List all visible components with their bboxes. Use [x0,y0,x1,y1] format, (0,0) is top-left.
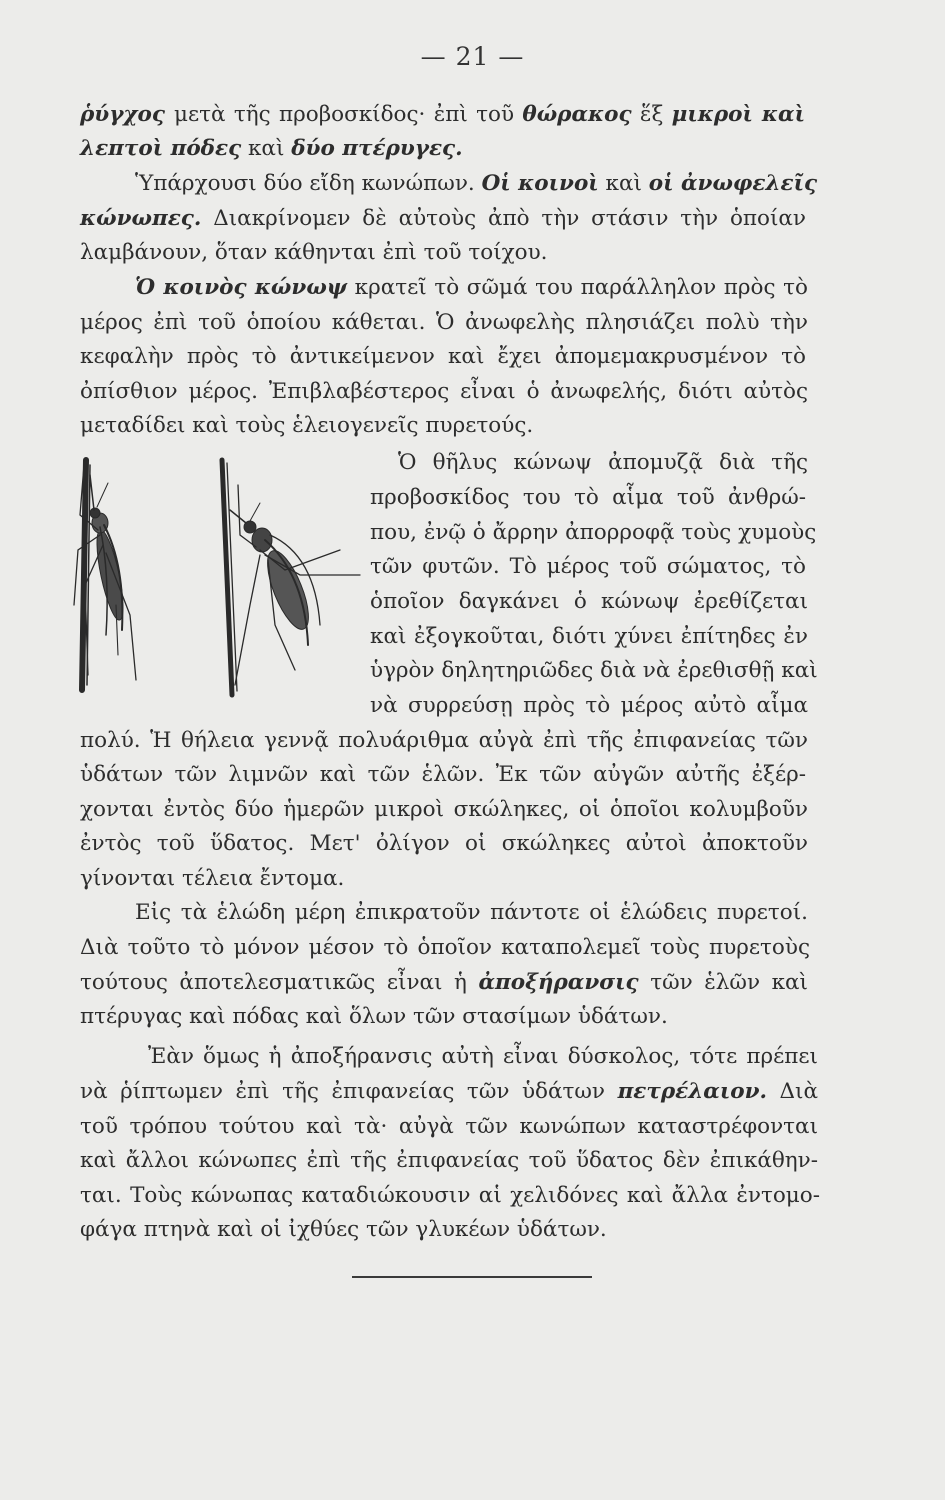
lower-line-13: καὶ ἄλλοι κώνωπες ἐπὶ τῆς ἐπιφανείας τοῦ ὕδατος δὲν ἐπικάθην- [80,1148,818,1173]
lower-line-10: Ἐὰν ὅμως ἡ ἀποξήρανσις αὐτὴ εἶναι δύσκολος, τότε πρέπει [148,1044,818,1069]
text-line-1: ῥύγχος μετὰ τῆς προβοσκίδος· ἐπὶ τοῦ θώρακος ἕξ μικροὶ καὶ [80,102,805,127]
mosquito-figure [70,455,370,700]
lower-line-9: πτέρυγας καὶ πόδας καὶ ὅλων τῶν στασίμων ὑδάτων. [80,1004,668,1029]
lower-line-5: γίνονται τέλεια ἔντομα. [80,866,345,891]
mosquito-common-icon [222,460,360,695]
side-line-4: τῶν φυτῶν. Τὸ μέρος τοῦ σώματος, τὸ [370,554,806,579]
end-rule [352,1276,592,1278]
page-number: — 21 — [420,42,525,71]
text-line-2: λεπτοὶ πόδες καὶ δύο πτέρυγες. [80,136,463,161]
lower-line-15: φάγα πτηνὰ καὶ οἱ ἰχθύες τῶν γλυκέων ὑδάτων. [80,1217,607,1242]
side-line-5: ὁποῖον δαγκάνει ὁ κώνωψ ἐρεθίζεται [370,589,808,614]
mosquito-anopheles-icon [74,460,136,690]
text-line-10: μεταδίδει καὶ τοὺς ἑλειογενεῖς πυρετούς. [80,413,534,438]
lower-line-7: Διὰ τοῦτο τὸ μόνον μέσον τὸ ὁποῖον καταπολεμεῖ τοὺς πυρετοὺς [80,935,810,960]
text-line-8: κεφαλὴν πρὸς τὸ ἀντικείμενον καὶ ἔχει ἀπομεμακρυσμένον τὸ [80,344,806,369]
side-line-7: ὑγρὸν δηλητηριῶδες διὰ νὰ ἐρεθισθῇ καὶ [370,658,818,683]
text-line-5: λαμβάνουν, ὅταν κάθηνται ἐπὶ τοῦ τοίχου. [80,240,548,265]
lower-line-3: χονται ἐντὸς δύο ἡμερῶν μικροὶ σκώληκες, οἱ ὁποῖοι κολυμβοῦν [80,797,808,822]
text-line-7: μέρος ἐπὶ τοῦ ὁποίου κάθεται. Ὁ ἀνωφελὴς πλησιάζει πολὺ τὴν [80,310,808,335]
lower-line-12: τοῦ τρόπου τούτου καὶ τὰ· αὐγὰ τῶν κωνώπων καταστρέφονται [80,1114,818,1139]
text-line-4: κώνωπες. Διακρίνομεν δὲ αὐτοὺς ἀπὸ τὴν στάσιν τὴν ὁποίαν [80,206,806,231]
lower-line-11: νὰ ῥίπτωμεν ἐπὶ τῆς ἐπιφανείας τῶν ὑδάτων πετρέλαιον. Διὰ [80,1079,819,1104]
side-line-1: Ὁ θῆλυς κώνωψ ἀπομυζᾷ διὰ τῆς [398,450,808,475]
lower-line-1: πολύ. Ἡ θήλεια γεννᾷ πολυάριθμα αὐγὰ ἐπὶ τῆς ἐπιφανείας τῶν [80,728,808,753]
lower-line-8: τούτους ἀποτελεσματικῶς εἶναι ἡ ἀποξήρανσις τῶν ἑλῶν καὶ [80,970,808,995]
side-line-8: νὰ συρρεύσῃ πρὸς τὸ μέρος αὐτὸ αἷμα [370,693,808,718]
lower-line-2: ὑδάτων τῶν λιμνῶν καὶ τῶν ἑλῶν. Ἐκ τῶν αὐγῶν αὐτῆς ἐξέρ- [80,762,806,787]
lower-line-6: Εἰς τὰ ἑλώδη μέρη ἐπικρατοῦν πάντοτε οἱ ἑλώδεις πυρετοί. [135,900,808,925]
side-line-3: που, ἐνῷ ὁ ἄρρην ἀπορροφᾷ τοὺς χυμοὺς [370,520,817,545]
lower-line-14: ται. Τοὺς κώνωπας καταδιώκουσιν αἱ χελιδόνες καὶ ἄλλα ἐντομο- [80,1183,820,1208]
text-line-3: Ὑπάρχουσι δύο εἴδη κωνώπων. Οἱ κοινοὶ καὶ οἱ ἀνωφελεῖς [135,171,818,196]
lower-line-4: ἐντὸς τοῦ ὕδατος. Μετ' ὀλίγον οἱ σκώληκες αὐτοὶ ἀποκτοῦν [80,831,808,856]
text-line-6: Ὁ κοινὸς κώνωψ κρατεῖ τὸ σῶμά του παράλληλον πρὸς τὸ [135,275,808,300]
side-line-6: καὶ ἐξογκοῦται, διότι χύνει ἐπίτηδες ἐν [370,624,808,649]
side-line-2: προβοσκίδος του τὸ αἷμα τοῦ ἀνθρώ- [370,485,806,510]
text-line-9: ὀπίσθιον μέρος. Ἐπιβλαβέστερος εἶναι ὁ ἀνωφελής, διότι αὐτὸς [80,379,808,404]
